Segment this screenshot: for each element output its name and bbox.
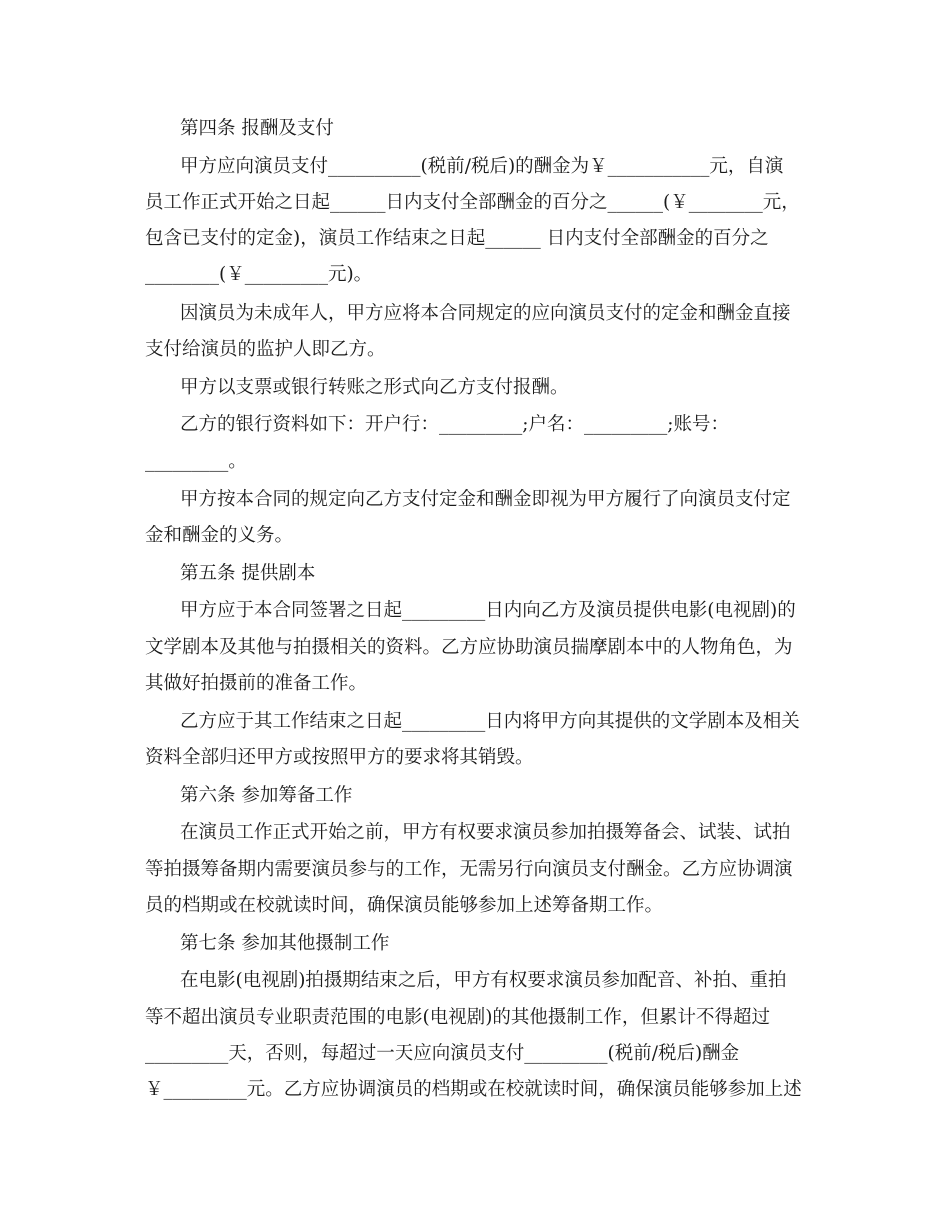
section-heading-article-5: 第五条 提供剧本: [180, 563, 316, 584]
paragraph-line: 文学剧本及其他与拍摄相关的资料。乙方应协助演员揣摩剧本中的人物角色，为: [145, 637, 793, 658]
paragraph-line: 员的档期或在校就读时间，确保演员能够参加上述筹备期工作。: [145, 895, 664, 916]
paragraph-line: 等拍摄筹备期内需要演员参与的工作，无需另行向演员支付酬金。乙方应协调演: [145, 859, 793, 880]
paragraph-line: 乙方的银行资料如下：开户行：_________;户名：_________;账号：: [180, 414, 729, 435]
paragraph-line: 甲方按本合同的规定向乙方支付定金和酬金即视为甲方履行了向演员支付定: [180, 489, 791, 510]
paragraph-line: 金和酬金的义务。: [145, 525, 294, 546]
paragraph-line: 其做好拍摄前的准备工作。: [145, 673, 368, 694]
paragraph-line: ________(￥_________元)。: [145, 264, 373, 285]
paragraph-line: 员工作正式开始之日起______日内支付全部酬金的百分之______(￥________元，: [145, 192, 800, 213]
section-heading-article-6: 第六条 参加筹备工作: [180, 785, 353, 806]
paragraph-line: 甲方以支票或银行转账之形式向乙方支付报酬。: [180, 377, 569, 398]
paragraph-line: ￥_________元。乙方应协调演员的档期或在校就读时间，确保演员能够参加上述: [145, 1079, 802, 1100]
paragraph-line: 在电影(电视剧)拍摄期结束之后，甲方有权要求演员参加配音、补拍、重拍: [180, 970, 787, 991]
paragraph-line: _________天，否则，每超过一天应向演员支付_________(税前/税后)酬金: [145, 1043, 740, 1064]
paragraph-line: 等不超出演员专业职责范围的电影(电视剧)的其他摄制工作，但累计不得超过: [145, 1007, 770, 1028]
paragraph-line: 甲方应向演员支付__________(税前/税后)的酬金为￥___________元，自演: [180, 156, 784, 177]
section-heading-article-7: 第七条 参加其他摄制工作: [180, 933, 390, 954]
section-heading-article-4: 第四条 报酬及支付: [180, 118, 334, 139]
paragraph-line: 包含已支付的定金)，演员工作结束之日起______ 日内支付全部酬金的百分之: [145, 228, 769, 249]
paragraph-line: _________。: [145, 451, 247, 472]
paragraph-line: 在演员工作正式开始之前，甲方有权要求演员参加拍摄筹备会、试装、试拍: [180, 822, 791, 843]
paragraph-line: 资料全部归还甲方或按照甲方的要求将其销毁。: [145, 747, 534, 768]
paragraph-line: 支付给演员的监护人即乙方。: [145, 339, 386, 360]
paragraph-line: 乙方应于其工作结束之日起_________日内将甲方向其提供的文学剧本及相关: [180, 711, 800, 732]
paragraph-line: 因演员为未成年人，甲方应将本合同规定的应向演员支付的定金和酬金直接: [180, 303, 791, 324]
paragraph-line: 甲方应于本合同签署之日起_________日内向乙方及演员提供电影(电视剧)的: [180, 600, 796, 621]
